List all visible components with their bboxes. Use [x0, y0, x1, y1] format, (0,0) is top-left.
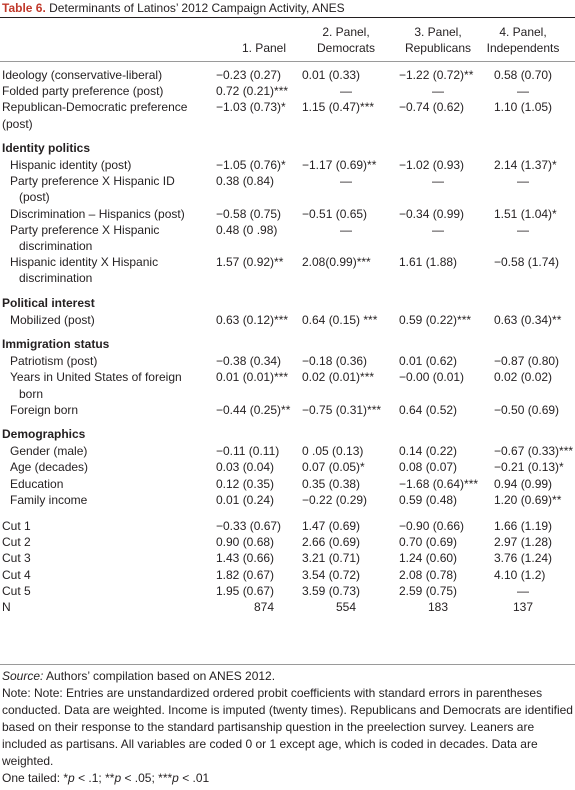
table-cell-col4: — — [517, 583, 529, 598]
table-cell-col2: −0.51 (0.65) — [302, 206, 368, 221]
table-cell-col4: 0.94 (0.99) — [494, 476, 553, 491]
table-cell-col3: 183 — [427, 600, 449, 614]
table-cell-col4: 0.58 (0.70) — [494, 68, 553, 82]
table-cell-col2: 0 .05 (0.13) — [302, 444, 364, 459]
row-label: Republican-Democratic preference — [2, 100, 188, 115]
row-label: Folded party preference (post) — [2, 84, 164, 99]
column-header-4 — [473, 24, 573, 56]
table-cell-col4: 0.63 (0.34)** — [494, 312, 562, 327]
table-cell-col4: 2.14 (1.37)* — [494, 158, 557, 172]
row-label: Cut 5 — [2, 583, 31, 598]
top-rule — [0, 17, 575, 18]
table-cell-col2: 3.21 (0.71) — [302, 551, 361, 566]
table-cell-col1: −0.11 (0.11) — [216, 444, 280, 459]
table-cell-col1: −0.44 (0.25)** — [216, 402, 291, 417]
table-cell-col2: 3.59 (0.73) — [302, 583, 361, 598]
row-label: Patriotism (post) — [10, 354, 98, 369]
sig-threshold: < .01 — [178, 771, 210, 785]
section-heading: Identity politics — [2, 140, 91, 155]
row-label: Hispanic identity (post) — [10, 158, 132, 172]
table-cell-col3: −0.00 (0.01) — [399, 370, 465, 385]
column-header-line2: Democrats — [316, 41, 375, 55]
table-cell-col3: 1.24 (0.60) — [399, 551, 458, 566]
table-cell-col1: 0.01 (0.01)*** — [216, 370, 289, 385]
table-cell-col1: −1.05 (0.76)* — [216, 158, 286, 172]
significance-prefix: One tailed: — [2, 771, 64, 785]
sig-stars: ** — [105, 771, 115, 785]
table-caption — [2, 1, 345, 15]
table-cell-col4: 1.10 (1.05) — [494, 100, 553, 115]
table-cell-col4: 1.20 (0.69)** — [494, 492, 562, 507]
row-label: Cut 1 — [2, 519, 31, 533]
row-label: Cut 4 — [2, 567, 31, 582]
table-cell-col1: 1.82 (0.67) — [216, 567, 275, 582]
table-cell-col1: 1.95 (0.67) — [216, 583, 275, 598]
table-cell-col4: −0.67 (0.33)*** — [494, 444, 574, 459]
table-cell-col3: 1.61 (1.88) — [399, 255, 458, 270]
table-title: Determinants of Latinos’ 2012 Campaign Activity, ANES — [49, 1, 345, 15]
table-cell-col3: — — [432, 222, 444, 237]
sig-threshold: < .05; — [121, 771, 159, 785]
table-cell-col2: 0.07 (0.05)* — [302, 460, 365, 475]
sig-p: p — [114, 771, 122, 785]
row-label: Party preference X Hispanic ID — [10, 174, 175, 189]
table-cell-col4: — — [517, 84, 529, 99]
table-cell-col1: 1.57 (0.92)** — [216, 255, 284, 270]
table-cell-col2: 0.01 (0.33) — [302, 68, 361, 82]
table-cell-col3: −1.02 (0.93) — [399, 158, 465, 172]
table-cell-col2: 1.47 (0.69) — [302, 519, 361, 533]
table-cell-col3: 0.64 (0.52) — [399, 402, 458, 417]
column-header-line2: Republicans — [404, 41, 472, 55]
row-label: Gender (male) — [10, 444, 88, 459]
table-cell-col3: −1.68 (0.64)*** — [399, 476, 479, 491]
table-cell-col4: 2.97 (1.28) — [494, 535, 553, 550]
table-cell-col3: −1.22 (0.72)** — [399, 68, 474, 82]
table-cell-col1: 0.03 (0.04) — [216, 460, 275, 475]
table-cell-col2: −0.18 (0.36) — [302, 354, 368, 369]
table-cell-col3: 0.59 (0.22)*** — [399, 312, 472, 327]
section-heading: Political interest — [2, 295, 95, 310]
table-cell-col3: −0.34 (0.99) — [399, 206, 465, 221]
bottom-rule — [0, 664, 575, 665]
table-cell-col1: 1.43 (0.66) — [216, 551, 275, 566]
table-cell-col4: −0.87 (0.80) — [494, 354, 560, 369]
row-label: Party preference X Hispanic — [10, 222, 160, 237]
row-label: N — [2, 600, 11, 614]
table-cell-col2: −1.17 (0.69)** — [302, 158, 377, 172]
column-header-line2: Independents — [486, 41, 560, 55]
table-cell-col4: 3.76 (1.24) — [494, 551, 553, 566]
row-label: Cut 3 — [2, 551, 31, 566]
table-cell-col3: −0.74 (0.62) — [399, 100, 465, 115]
table-cell-col4: — — [517, 174, 529, 189]
table-cell-col2: 2.08(0.99)*** — [302, 255, 371, 270]
table-cell-col2: −0.75 (0.31)*** — [302, 402, 382, 417]
row-label: Cut 2 — [2, 535, 31, 550]
row-label-continuation: born — [19, 386, 44, 401]
table-cell-col3: 0.59 (0.48) — [399, 492, 458, 507]
sig-stars: *** — [158, 771, 173, 785]
row-label-continuation: discrimination — [19, 239, 93, 253]
table-cell-col2: — — [340, 174, 352, 189]
table-cell-col3: 0.01 (0.62) — [399, 354, 458, 369]
table-cell-col2: — — [340, 222, 352, 237]
source-label: Source: — [2, 669, 44, 683]
table-cell-col1: −1.03 (0.73)* — [216, 100, 286, 115]
row-label: Hispanic identity X Hispanic — [10, 255, 159, 270]
table-cell-col3: — — [432, 174, 444, 189]
table-cell-col2: 0.02 (0.01)*** — [302, 370, 375, 385]
row-label: Ideology (conservative-liberal) — [2, 68, 163, 82]
source-line — [2, 668, 573, 685]
sig-stars: * — [63, 771, 69, 785]
sig-threshold: < .1; — [74, 771, 106, 785]
column-header-2 — [296, 24, 396, 56]
table-cell-col3: — — [432, 84, 444, 99]
table-cell-col2: −0.22 (0.29) — [302, 492, 368, 507]
sig-p: p — [172, 771, 179, 785]
column-header-line1: 3. Panel, — [414, 25, 462, 39]
row-label-continuation: (post) — [2, 116, 33, 131]
table-cell-col1: −0.38 (0.34) — [216, 354, 282, 369]
table-cell-col3: 0.08 (0.07) — [399, 460, 458, 475]
table-cell-col2: 3.54 (0.72) — [302, 567, 361, 582]
table-cell-col1: −0.33 (0.67) — [216, 519, 282, 533]
table-cell-col3: −0.90 (0.66) — [399, 519, 465, 533]
row-label: Years in United States of foreign — [10, 370, 182, 385]
table-cell-col4: 1.51 (1.04)* — [494, 206, 557, 221]
table-cell-col3: 0.14 (0.22) — [399, 444, 458, 459]
table-cell-col2: 2.66 (0.69) — [302, 535, 361, 550]
row-label-continuation: discrimination — [19, 271, 93, 286]
significance-line — [2, 770, 573, 787]
row-label-continuation: (post) — [19, 190, 50, 205]
table-cell-col3: 2.08 (0.78) — [399, 567, 458, 582]
table-cell-col2: 0.64 (0.15) *** — [302, 312, 378, 327]
row-label: Age (decades) — [10, 460, 89, 475]
table-cell-col1: 0.12 (0.35) — [216, 476, 275, 491]
row-label: Education — [10, 476, 64, 491]
table-cell-col4: 137 — [512, 600, 534, 614]
table-cell-col1: 0.48 (0 .98) — [216, 222, 278, 237]
table-cell-col4: 4.10 (1.2) — [494, 567, 546, 582]
table-cell-col1: −0.58 (0.75) — [216, 206, 282, 221]
table-footer — [2, 668, 573, 787]
row-label: Family income — [10, 492, 88, 507]
table-cell-col4: −0.58 (1.74) — [494, 255, 560, 270]
row-label: Mobilized (post) — [10, 312, 95, 327]
column-header-line1: 2. Panel, — [322, 25, 370, 39]
table-cell-col4: — — [517, 222, 529, 237]
table-cell-col4: 0.02 (0.02) — [494, 370, 553, 385]
section-heading: Demographics — [2, 427, 86, 441]
header-rule — [0, 61, 575, 62]
table-cell-col2: 1.15 (0.47)*** — [302, 100, 375, 115]
source-text: Authors’ compilation based on ANES 2012. — [43, 669, 276, 683]
table-cell-col1: −0.23 (0.27) — [216, 68, 282, 82]
table-cell-col1: 0.38 (0.84) — [216, 174, 275, 189]
row-label: Discrimination – Hispanics (post) — [10, 206, 185, 221]
row-label: Foreign born — [10, 402, 79, 417]
section-heading: Immigration status — [2, 337, 110, 351]
table-cell-col3: 2.59 (0.75) — [399, 583, 458, 598]
column-header-line2: 1. Panel — [241, 41, 287, 55]
table-cell-col2: 554 — [335, 600, 357, 614]
table-cell-col3: 0.70 (0.69) — [399, 535, 458, 550]
table-cell-col2: 0.35 (0.38) — [302, 476, 361, 491]
table-cell-col1: 0.01 (0.24) — [216, 492, 275, 507]
table-cell-col1: 874 — [253, 600, 275, 614]
table-cell-col4: −0.50 (0.69) — [494, 402, 560, 417]
table-cell-col1: 0.63 (0.12)*** — [216, 312, 289, 327]
table-cell-col4: −0.21 (0.13)* — [494, 460, 564, 475]
table-cell-col2: — — [340, 84, 352, 99]
column-header-line1: 4. Panel, — [499, 25, 547, 39]
note-text: Note: Note: Entries are unstandardized ordered probit coefficients with standard errors in parentheses conducted. Data are weighted. Income is imputed (twenty times). Republicans and Democrats are identified based on their response to the standard partisanship question in the preelection survey. Leaners are included as partisans. All variables are coded 0 or 1 except age, which is coded in decades. Data are weighted. — [2, 686, 573, 768]
table-label: Table 6. — [2, 1, 46, 15]
table-cell-col4: 1.66 (1.19) — [494, 519, 553, 533]
table-cell-col1: 0.90 (0.68) — [216, 535, 275, 550]
sig-p: p — [68, 771, 75, 785]
table-cell-col1: 0.72 (0.21)*** — [216, 84, 289, 99]
